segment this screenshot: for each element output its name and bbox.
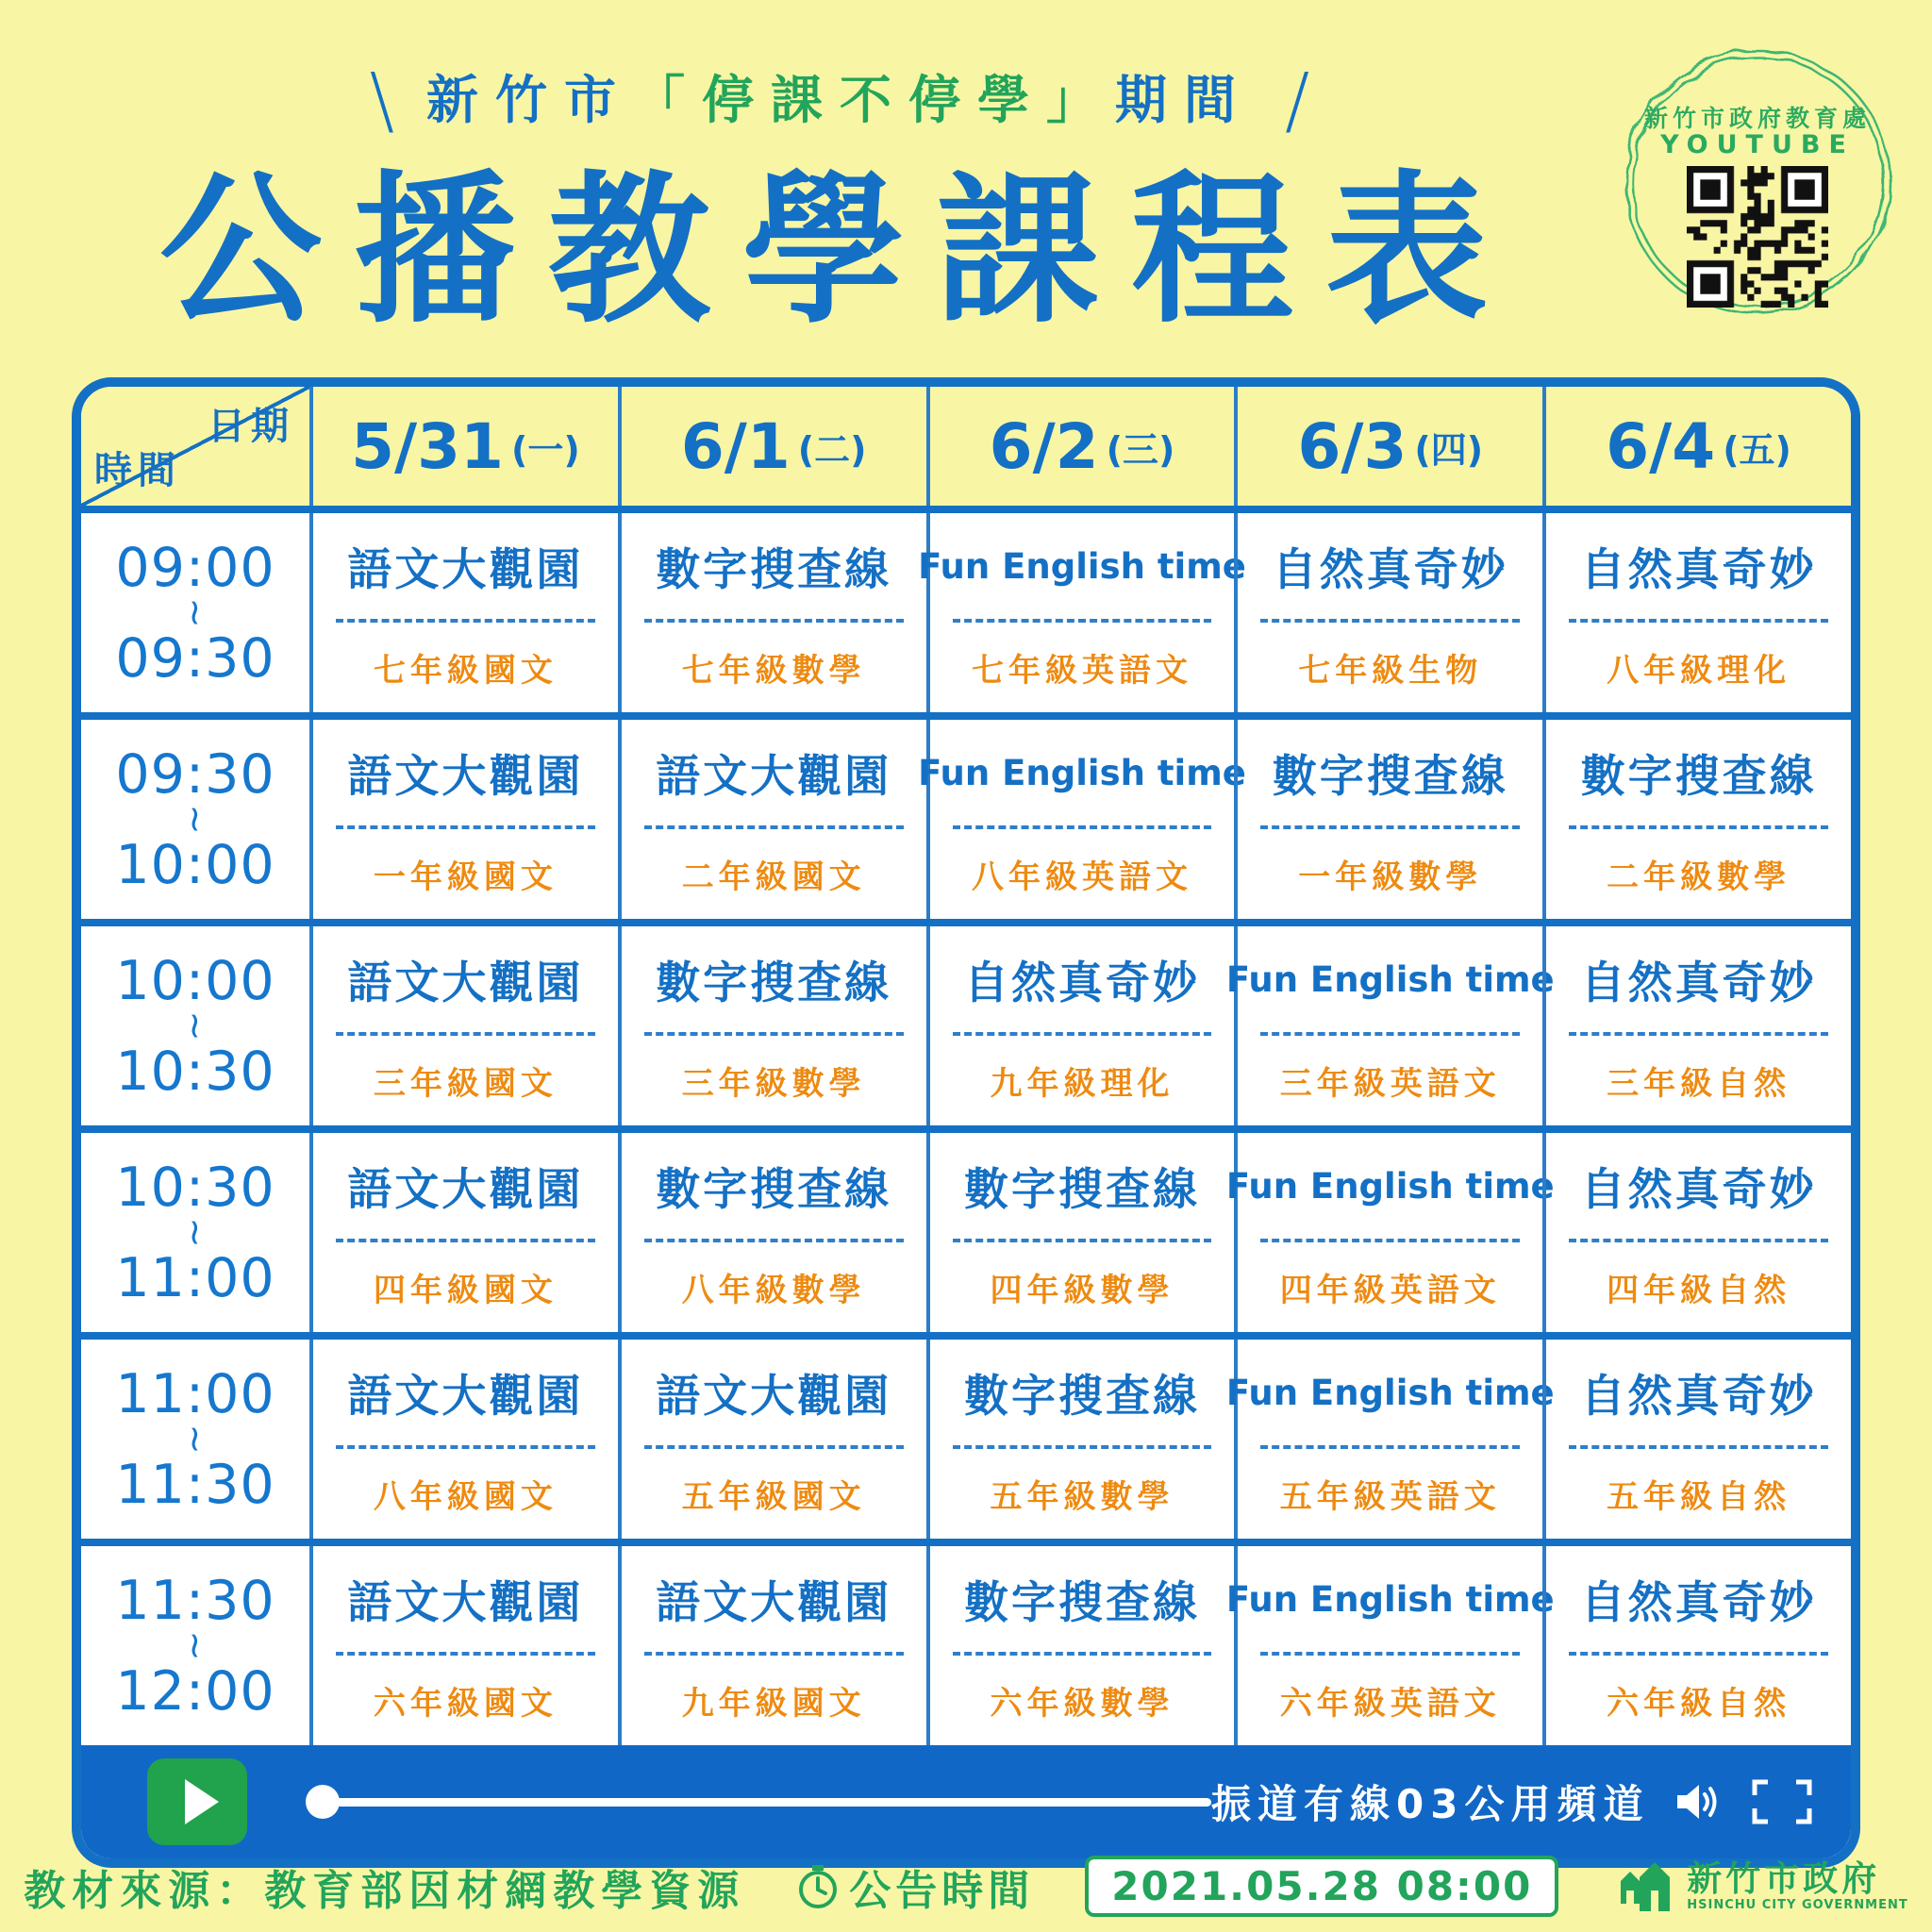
program-name: 自然真奇妙 (1580, 957, 1817, 1009)
grade-label: 二年級國文 (681, 858, 866, 897)
program-name: 自然真奇妙 (1580, 1576, 1817, 1629)
time-slot (81, 1546, 309, 1745)
announce-label: 公告時間 (849, 1866, 1035, 1915)
time-start: 11:00 (115, 1362, 275, 1425)
program-cell (1225, 1546, 1555, 1745)
program-name: 語文大觀園 (656, 750, 892, 803)
program-name: 語文大觀園 (347, 1163, 584, 1216)
grade-label: 七年級國文 (373, 652, 558, 691)
corner-time-label: 時間 (94, 449, 181, 492)
time-end: 11:00 (115, 1246, 275, 1309)
time-separator: ~ (175, 1010, 216, 1041)
program-cell (926, 1133, 1235, 1332)
schedule-row (81, 712, 1851, 919)
table-header-row (81, 387, 1851, 513)
program-name: 數字搜查線 (1580, 750, 1817, 803)
program-name: 數字搜查線 (963, 1163, 1200, 1216)
program-cell (1234, 513, 1542, 712)
grade-label: 五年級國文 (681, 1478, 866, 1517)
program-cell (1542, 926, 1851, 1125)
program-name: 自然真奇妙 (963, 957, 1200, 1009)
grade-label: 一年級數學 (1298, 858, 1483, 897)
grade-label: 三年級英語文 (1279, 1065, 1501, 1104)
grade-label: 七年級生物 (1298, 652, 1483, 691)
source-text: 教材來源：教育部因材網教學資源 (24, 1866, 746, 1915)
time-slot (81, 1340, 309, 1539)
date-header: 6/4 (五) (1542, 387, 1851, 506)
schedule-table (72, 377, 1860, 1868)
time-separator: ~ (175, 1424, 216, 1455)
program-cell (918, 513, 1246, 712)
grade-label: 六年級英語文 (1279, 1685, 1501, 1724)
time-start: 09:30 (115, 742, 275, 806)
grade-label: 五年級自然 (1607, 1478, 1791, 1517)
volume-icon[interactable] (1674, 1779, 1724, 1824)
program-cell (618, 720, 926, 919)
program-cell (1542, 1133, 1851, 1332)
time-slot (81, 720, 309, 919)
corner-date-label: 日期 (208, 405, 294, 448)
time-end: 10:00 (115, 833, 275, 896)
grade-label: 六年級國文 (373, 1685, 558, 1724)
program-cell (309, 926, 618, 1125)
grade-label: 二年級數學 (1607, 858, 1791, 897)
grade-label: 七年級數學 (681, 652, 866, 691)
announce-group (796, 1857, 1034, 1917)
program-name: 語文大觀園 (656, 1370, 892, 1423)
program-cell (1542, 720, 1851, 919)
progress-knob[interactable] (306, 1785, 340, 1819)
program-name: 自然真奇妙 (1580, 1370, 1817, 1423)
program-name: Fun English time (1225, 958, 1555, 1000)
program-name: 數字搜查線 (963, 1576, 1200, 1629)
program-cell (1225, 1340, 1555, 1539)
program-cell (309, 1340, 618, 1539)
grade-label: 四年級自然 (1607, 1272, 1791, 1310)
subtitle-highlight: 「停課不停學」 (632, 70, 1115, 130)
announce-time-box: 2021.05.28 08:00 (1085, 1856, 1558, 1917)
fullscreen-icon[interactable] (1749, 1777, 1815, 1826)
program-cell (1542, 1546, 1851, 1745)
time-slot (81, 513, 309, 712)
grade-label: 九年級理化 (990, 1065, 1174, 1104)
time-start: 09:00 (115, 536, 275, 599)
program-name: 語文大觀園 (347, 1370, 584, 1423)
grade-label: 三年級數學 (681, 1065, 866, 1104)
program-name: Fun English time (1225, 1165, 1555, 1207)
corner-cell (81, 387, 309, 506)
time-separator: ~ (175, 1217, 216, 1248)
footer (0, 1856, 1932, 1917)
program-name: 語文大觀園 (347, 750, 584, 803)
qr-stamp-platform: YOUTUBE (1660, 130, 1855, 159)
time-slot (81, 1133, 309, 1332)
program-name: 數字搜查線 (656, 543, 892, 596)
program-name: 數字搜查線 (656, 1163, 892, 1216)
date-header: 6/1 (二) (618, 387, 926, 506)
program-name: 語文大觀園 (347, 1576, 584, 1629)
grade-label: 六年級自然 (1607, 1685, 1791, 1724)
time-separator: ~ (175, 1630, 216, 1661)
schedule-row (81, 1125, 1851, 1332)
qr-stamp (1607, 32, 1907, 332)
grade-label: 一年級國文 (373, 858, 558, 897)
program-cell (618, 1340, 926, 1539)
gov-text (1687, 1859, 1907, 1913)
program-cell (926, 1546, 1235, 1745)
qr-stamp-org: 新竹市政府教育處 (1643, 105, 1871, 132)
time-start: 10:00 (115, 949, 275, 1012)
grade-label: 八年級數學 (681, 1272, 866, 1310)
program-cell (1225, 926, 1555, 1125)
time-separator: ~ (175, 597, 216, 628)
page-title: 公播教學課程表 (159, 156, 1520, 345)
program-cell (309, 720, 618, 919)
grade-label: 八年級理化 (1607, 652, 1791, 691)
program-name: 數字搜查線 (1272, 750, 1508, 803)
time-end: 09:30 (115, 626, 275, 690)
program-name: Fun English time (1225, 1578, 1555, 1620)
gov-name-en: HSINCHU CITY GOVERNMENT (1687, 1898, 1908, 1913)
schedule-row (81, 513, 1851, 712)
program-cell (309, 513, 618, 712)
subtitle-prefix: 新竹市 (425, 70, 633, 130)
time-end: 12:00 (115, 1659, 275, 1723)
time-end: 10:30 (115, 1040, 275, 1103)
time-end: 11:30 (115, 1453, 275, 1516)
grade-label: 七年級英語文 (971, 652, 1192, 691)
program-name: Fun English time (918, 752, 1246, 793)
grade-label: 四年級英語文 (1279, 1272, 1501, 1310)
left-slash-decoration: \ (369, 58, 394, 143)
time-separator: ~ (175, 804, 216, 835)
program-name: 語文大觀園 (347, 957, 584, 1009)
grade-label: 五年級數學 (990, 1478, 1174, 1517)
program-cell (618, 1546, 926, 1745)
play-button[interactable] (147, 1758, 247, 1845)
grade-label: 四年級國文 (373, 1272, 558, 1310)
program-name: 自然真奇妙 (1580, 1163, 1817, 1216)
program-cell (926, 926, 1235, 1125)
program-name: 自然真奇妙 (1272, 543, 1508, 596)
program-cell (1225, 1133, 1555, 1332)
schedule-row (81, 919, 1851, 1125)
program-cell (618, 926, 926, 1125)
program-name: 數字搜查線 (656, 957, 892, 1009)
qr-code (1687, 166, 1828, 308)
progress-bar[interactable] (306, 1785, 1211, 1819)
program-cell (1542, 513, 1851, 712)
date-header: 5/31 (一) (309, 387, 618, 506)
gov-logo (1619, 1857, 1674, 1917)
date-header: 6/3 (四) (1234, 387, 1542, 506)
program-name: 自然真奇妙 (1580, 543, 1817, 596)
schedule-row (81, 1539, 1851, 1745)
program-cell (309, 1133, 618, 1332)
program-name: 數字搜查線 (963, 1370, 1200, 1423)
program-name: 語文大觀園 (347, 543, 584, 596)
clock-icon (796, 1863, 840, 1910)
time-slot (81, 926, 309, 1125)
program-cell (618, 513, 926, 712)
program-name: 語文大觀園 (656, 1576, 892, 1629)
grade-label: 三年級國文 (373, 1065, 558, 1104)
program-cell (1234, 720, 1542, 919)
program-name: Fun English time (1225, 1372, 1555, 1413)
channel-label: 振道有線03公用頻道 (1211, 1781, 1650, 1827)
gov-name: 新竹市政府 (1687, 1857, 1881, 1899)
program-name: Fun English time (918, 545, 1246, 587)
player-bar (81, 1745, 1851, 1858)
grade-label: 八年級國文 (373, 1478, 558, 1517)
schedule-row (81, 1332, 1851, 1539)
grade-label: 九年級國文 (681, 1685, 866, 1724)
program-cell (618, 1133, 926, 1332)
time-start: 10:30 (115, 1156, 275, 1219)
time-start: 11:30 (115, 1569, 275, 1632)
program-cell (926, 1340, 1235, 1539)
grade-label: 八年級英語文 (971, 858, 1192, 897)
grade-label: 三年級自然 (1607, 1065, 1791, 1104)
progress-track[interactable] (336, 1798, 1211, 1807)
grade-label: 五年級英語文 (1279, 1478, 1501, 1517)
grade-label: 六年級數學 (990, 1685, 1174, 1724)
right-slash-decoration: / (1285, 58, 1310, 143)
program-cell (1542, 1340, 1851, 1539)
program-cell (309, 1546, 618, 1745)
program-cell (918, 720, 1246, 919)
play-icon (185, 1779, 219, 1824)
subtitle-suffix: 期間 (1115, 70, 1254, 130)
grade-label: 四年級數學 (990, 1272, 1174, 1310)
gov-logo-group (1619, 1857, 1907, 1917)
date-header: 6/2 (三) (926, 387, 1235, 506)
